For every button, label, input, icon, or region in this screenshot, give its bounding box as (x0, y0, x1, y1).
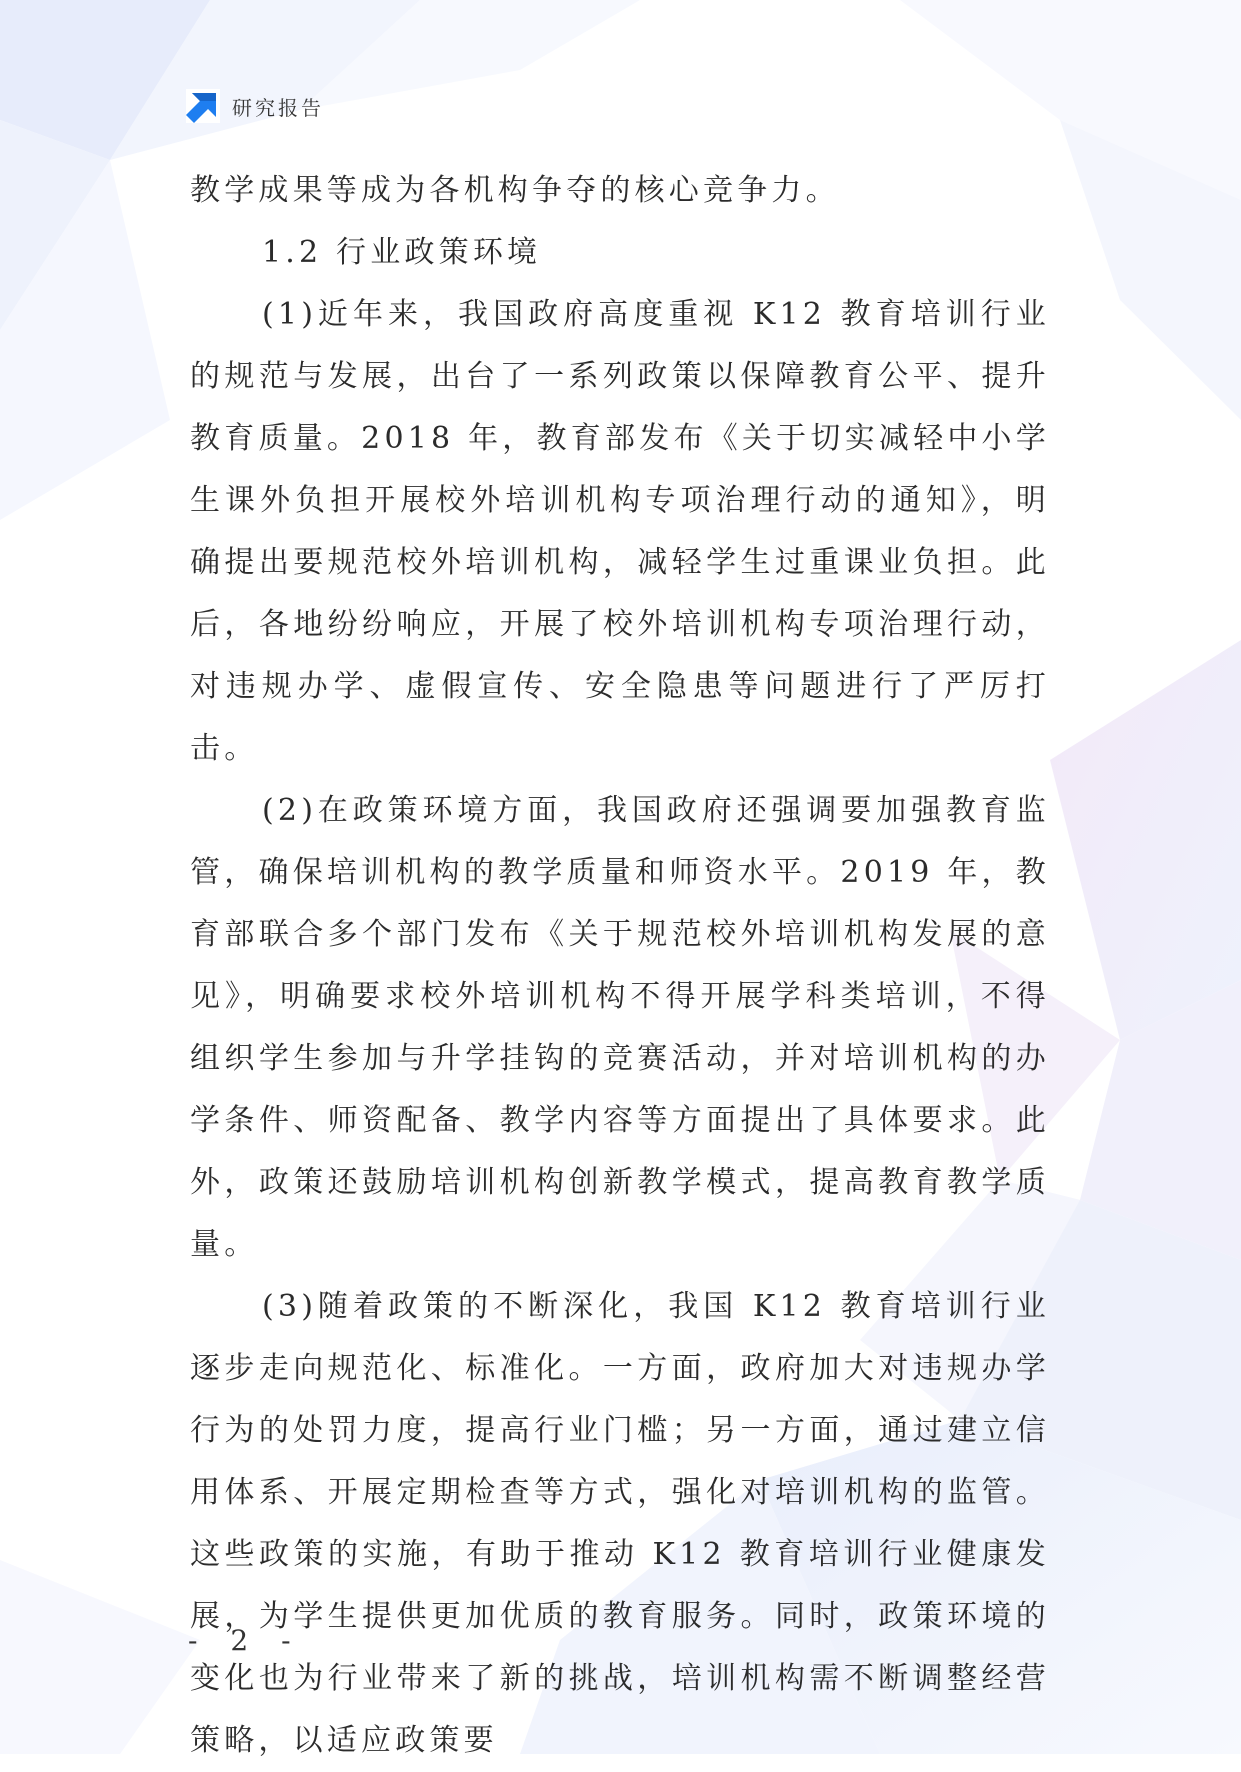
arrow-up-right-icon (186, 89, 220, 123)
document-body (190, 160, 1050, 1772)
paragraph: (2)在政策环境方面，我国政府还强调要加强教育监管，确保培训机构的教学质量和师资水平。2019 年，教育部联合多个部门发布《关于规范校外培训机构发展的意见》，明确要求校外培训机构不得开展学科类培训，不得组织学生参加与升学挂钩的竞赛活动，并对培训机构的办学条件、师资配备、教学内容等方面提出了具体要求。此外，政策还鼓励培训机构创新教学模式，提高教育教学质量。 (190, 793, 1050, 1262)
paragraph: (1)近年来，我国政府高度重视 K12 教育培训行业的规范与发展，出台了一系列政策以保障教育公平、提升教育质量。2018 年，教育部发布《关于切实减轻中小学生课外负担开展校外培训机构专项治理行动的通知》，明确提出要规范校外培训机构，减轻学生过重课业负担。此后，各地纷纷响应，开展了校外培训机构专项治理行动，对违规办学、虚假宣传、安全隐患等问题进行了严厉打击。 (190, 297, 1050, 766)
header-title: 研究报告 (232, 95, 324, 120)
lead-line: 教学成果等成为各机构争夺的核心竞争力。 (190, 173, 840, 208)
report-header (186, 88, 324, 124)
section-heading: 1.2 行业政策环境 (262, 235, 542, 270)
paragraph: (3)随着政策的不断深化，我国 K12 教育培训行业逐步走向规范化、标准化。一方面，政府加大对违规办学行为的处罚力度，提高行业门槛；另一方面，通过建立信用体系、开展定期检查等方式，强化对培训机构的监管。这些政策的实施，有助于推动 K12 教育培训行业健康发展，为学生提供更加优质的教育服务。同时，政策环境的变化也为行业带来了新的挑战，培训机构需不断调整经营策略，以适应政策要 (190, 1289, 1050, 1758)
page-number: - 2 - (188, 1624, 303, 1657)
